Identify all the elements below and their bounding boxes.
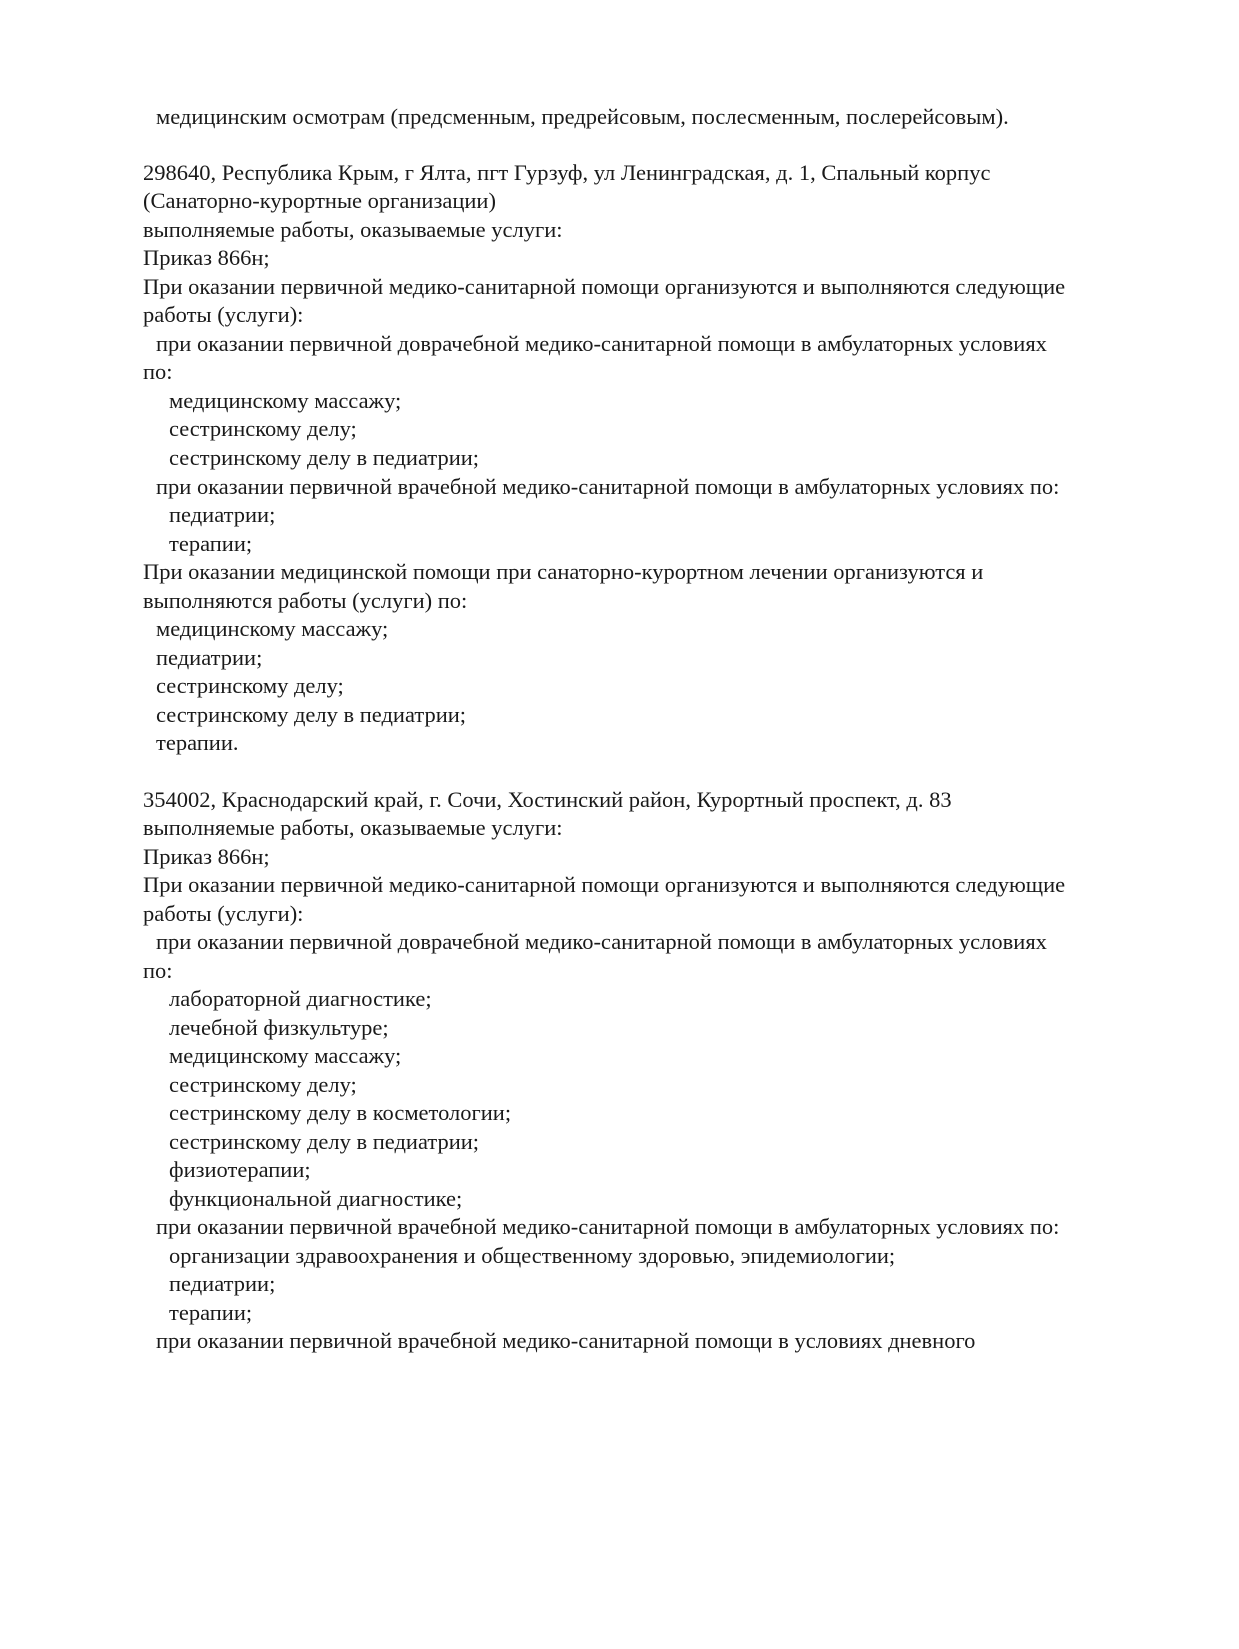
text-line: педиатрии; — [169, 1271, 276, 1296]
text-line: сестринскому делу в педиатрии; — [156, 702, 467, 727]
text-line: медицинскому массажу; — [169, 1043, 402, 1068]
text-line: лабораторной диагностике; — [169, 986, 432, 1011]
text-line: выполняемые работы, оказываемые услуги: — [143, 815, 563, 840]
text-line: сестринскому делу; — [156, 673, 344, 698]
text-line: выполняемые работы, оказываемые услуги: — [143, 217, 563, 242]
text-line: При оказании первичной медико-санитарной помощи организуются и выполняются следующие — [143, 872, 1066, 897]
text-line: медицинским осмотрам (предсменным, предрейсовым, послесменным, послерейсовым). — [156, 104, 1009, 129]
text-line: терапии; — [169, 531, 253, 556]
text-line: педиатрии; — [156, 645, 263, 670]
text-line: сестринскому делу в педиатрии; — [169, 1129, 480, 1154]
text-line: при оказании первичной врачебной медико-санитарной помощи в условиях дневного — [156, 1328, 976, 1353]
text-line: сестринскому делу в косметологии; — [169, 1100, 512, 1125]
text-line: функциональной диагностике; — [169, 1186, 463, 1211]
text-line: при оказании первичной доврачебной медико-санитарной помощи в амбулаторных условиях — [156, 331, 1047, 356]
text-line: терапии; — [169, 1300, 253, 1325]
text-line: физиотерапии; — [169, 1157, 311, 1182]
text-line: Приказ 866н; — [143, 844, 270, 869]
text-line: по: — [143, 958, 173, 983]
text-line: работы (услуги): — [143, 302, 304, 327]
text-line: медицинскому массажу; — [156, 616, 389, 641]
text-line: выполняются работы (услуги) по: — [143, 588, 468, 613]
text-line: организации здравоохранения и общественному здоровью, эпидемиологии; — [169, 1243, 896, 1268]
text-line: При оказании первичной медико-санитарной помощи организуются и выполняются следующие — [143, 274, 1066, 299]
text-line: при оказании первичной врачебной медико-санитарной помощи в амбулаторных условиях по: — [156, 474, 1060, 499]
text-line: при оказании первичной доврачебной медико-санитарной помощи в амбулаторных условиях — [156, 929, 1047, 954]
text-line: терапии. — [156, 730, 239, 755]
text-line: работы (услуги): — [143, 901, 304, 926]
text-line: лечебной физкультуре; — [169, 1015, 389, 1040]
text-line: 298640, Республика Крым, г Ялта, пгт Гурзуф, ул Ленинградская, д. 1, Спальный корпус — [143, 160, 991, 185]
text-line: 354002, Краснодарский край, г. Сочи, Хостинский район, Курортный проспект, д. 83 — [143, 787, 952, 812]
text-line: сестринскому делу; — [169, 416, 357, 441]
text-line: Приказ 866н; — [143, 245, 270, 270]
text-line: медицинскому массажу; — [169, 388, 402, 413]
text-line: сестринскому делу в педиатрии; — [169, 445, 480, 470]
text-line: При оказании медицинской помощи при санаторно-курортном лечении организуются и — [143, 559, 984, 584]
text-line: (Санаторно-курортные организации) — [143, 188, 496, 213]
text-line: при оказании первичной врачебной медико-санитарной помощи в амбулаторных условиях по: — [156, 1214, 1060, 1239]
text-line: педиатрии; — [169, 502, 276, 527]
text-line: сестринскому делу; — [169, 1072, 357, 1097]
text-line: по: — [143, 359, 173, 384]
